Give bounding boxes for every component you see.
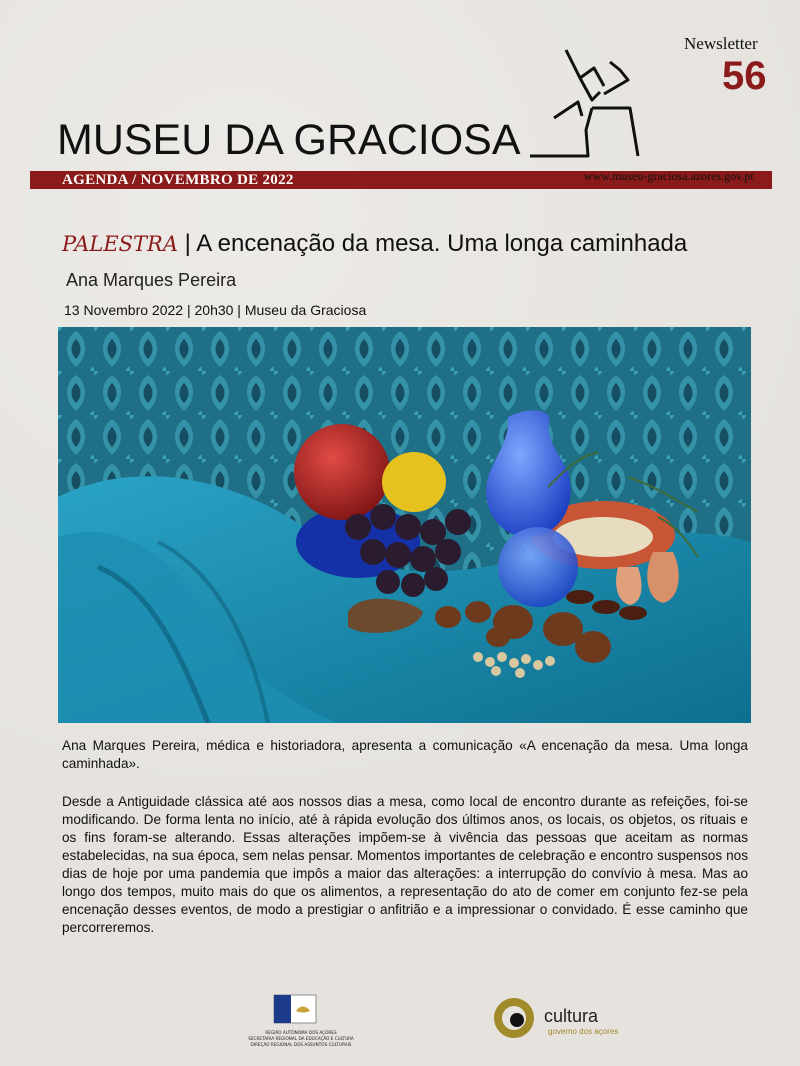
- agenda-label: AGENDA / NOVEMBRO DE 2022: [62, 172, 294, 188]
- azores-flag-icon: [274, 995, 316, 1023]
- azores-government-logo: [246, 993, 356, 1057]
- intro-paragraph: Ana Marques Pereira, médica e historiadora, apresenta a comunicação «A encenação da mesa. Uma longa caminhada».: [62, 738, 748, 771]
- event-kind: PALESTRA: [62, 232, 179, 256]
- newsletter-number: 56: [722, 54, 767, 98]
- event-photo: [58, 327, 751, 723]
- event-separator: |: [178, 230, 197, 257]
- gov-line-1: REGIÃO AUTÓNOMA DOS AÇORES: [265, 1030, 337, 1035]
- event-datetime: 13 Novembro 2022 | 20h30 | Museu da Graciosa: [64, 302, 367, 318]
- gov-line-3: DIREÇÃO REGIONAL DOS ASSUNTOS CULTURAIS: [250, 1042, 352, 1047]
- event-headline: [62, 230, 687, 258]
- newsletter-label: Newsletter: [684, 34, 758, 53]
- event-speaker: Ana Marques Pereira: [66, 270, 237, 290]
- cultura-logo-icon: [492, 996, 632, 1040]
- event-title: A encenação da mesa. Uma longa caminhada: [196, 230, 688, 257]
- museum-title: MUSEU DA GRACIOSA: [57, 116, 521, 164]
- description-paragraph: Desde a Antiguidade clássica até aos nossos dias a mesa, como local de encontro durante as refeições, foi-se modificando. De forma lenta no início, até à rápida evolução dos últimos anos, os locais, os objetos, os rituais e os fins foram-se alterando. Essas alterações impõem-se à vivência das pessoas que aceitam as normas estabelecidas, na sua época, sem nelas pensar. Momentos importantes de celebração e encontro suspensos nos dias de hoje por uma pandemia que impôs a maior das alterações: a interrupção do convívio à mesa. Mas ao longo dos tempos, muito mais do que os alimentos, a representação do ato de comer em conjunto fez-se pela encenação desses eventos, de modo a prestigiar o anfitrião e a impressionar o convidado. É esse caminho que percorreremos.: [62, 794, 748, 935]
- gov-line-2: SECRETARIA REGIONAL DA EDUCAÇÃO E CULTURA: [248, 1036, 354, 1041]
- windmill-icon: [520, 40, 650, 170]
- website-link[interactable]: www.museu-graciosa.azores.gov.pt: [584, 169, 754, 183]
- cultura-word: cultura: [544, 1006, 599, 1026]
- cultura-sub: governo dos açores: [548, 1027, 619, 1036]
